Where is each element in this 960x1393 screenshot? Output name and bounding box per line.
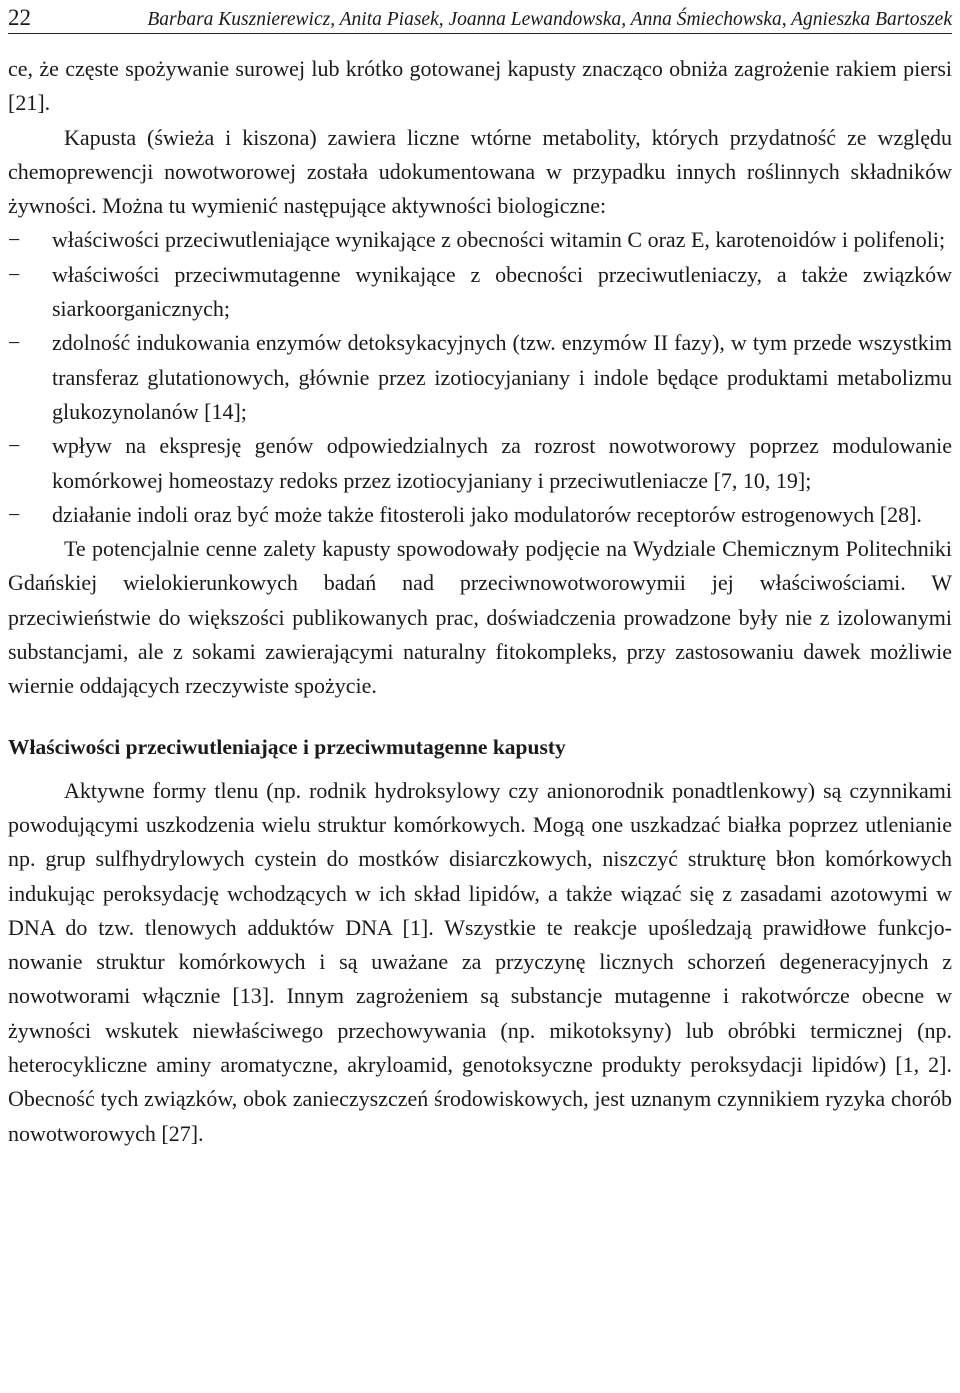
list-item: [8, 223, 952, 257]
paragraph-research: Te potencjalnie cenne zalety kapusty spowodowały podjęcie na Wydziale Chemicznym Politechniki Gdańskiej wielokierunkowych badań nad przeciwnowotworowymii jej właściwościami. W przeciwieństwie do większości publikowanych prac, doświadczenia prowadzone były nie z izolowanymi substancjami, ale z sokami zawierającymi naturalny fitokompleks, przy zastosowaniu dawek możliwie wiernie oddających rzeczywiste spożycie.: [8, 536, 952, 699]
dash-bullet: −: [8, 227, 21, 253]
running-authors: Barbara Kusznierewicz, Anita Piasek, Joanna Lewandowska, Anna Śmiechowska, Agnieszka Bartoszek: [147, 8, 952, 30]
list-item-text: właściwości przeciwutleniające wynikające z obecności witamin C oraz E, karotenoidów i polifenoli;: [52, 227, 946, 253]
page-body: [8, 52, 952, 1151]
activity-list: [8, 223, 952, 532]
section-heading: Właściwości przeciwutleniające i przeciwmutagenne kapusty: [8, 734, 566, 759]
paragraph-metabolites: Kapusta (świeża i kiszona) zawiera liczne wtórne metabolity, których przydatność ze względu chemoprewencji nowotworowej została udokumentowana w przypadku innych roślinnych składników żywności. Można tu wymienić następujące aktywności biologiczne:: [8, 124, 952, 219]
dash-bullet: −: [8, 261, 21, 287]
list-item-text: zdolność indukowania enzymów detoksykacyjnych (tzw. enzymów II fazy), w tym przede wszystkim transferaz glutationowych, głównie przez izotiocyjaniany i indole będące produktami metabolizmu glukozynolanów [14];: [52, 330, 952, 424]
list-item: [8, 326, 952, 429]
paragraph-continuation: ce, że częste spożywanie surowej lub krótko gotowanej kapusty znacząco obniża zagrożenie rakiem piersi [21].: [8, 56, 952, 116]
dash-bullet: −: [8, 501, 21, 527]
list-item: [8, 258, 952, 327]
running-header: [8, 0, 952, 34]
paragraph-oxygen-species: Aktywne formy tlenu (np. rodnik hydroksylowy czy anionorodnik ponadtlenkowy) są czynnikami powodującymi uszkodzenia wielu struktur komórkowych. Mogą one uszkadzać białka poprzez utlenianie np. grup sulfhydrylowych cystein do mostków disiarczkowych, niszczyć strukturę błon komórkowych indukując peroksydację wchodzących w ich skład lipidów, a także wiązać się z zasadami azotowymi w DNA do tzw. tlenowych adduktów DNA [1]. Wszystkie te reakcje upośledzają prawidłowe funkcjonowanie struktur komórkowych i są uważane za przyczynę licznych schorzeń degeneracyjnych z nowotworami włącznie [13]. Innym zagrożeniem są substancje mutagenne i rakotwórcze obecne w żywności wskutek niewłaściwego przechowywania (np. mikotoksyny) lub obróbki termicznej (np. heterocykliczne aminy aromatyczne, akryloamid, genotoksyczne produkty peroksydacji lipidów) [1, 2]. Obecność tych związków, obok zanieczyszczeń środowiskowych, jest uznanym czynnikiem ryzyka chorób nowotworowych [27].: [8, 777, 952, 1146]
list-item: [8, 498, 952, 532]
list-item: [8, 429, 952, 498]
list-item-text: właściwości przeciwmutagenne wynikające z obecności przeciwutleniaczy, a także związków siarkoorganicznych;: [52, 261, 952, 322]
list-item-text: wpływ na ekspresję genów odpowiedzialnych za rozrost nowotworowy poprzez modulowanie komórkowej homeostazy redoks przez izotiocyjaniany i przeciwutleniacze [7, 10, 19];: [52, 433, 952, 493]
list-item-text: działanie indoli oraz być może także fitosteroli jako modulatorów receptorów estrogenowych [28].: [52, 501, 922, 527]
dash-bullet: −: [8, 433, 21, 459]
dash-bullet: −: [8, 330, 21, 356]
page-number: 22: [8, 5, 31, 30]
